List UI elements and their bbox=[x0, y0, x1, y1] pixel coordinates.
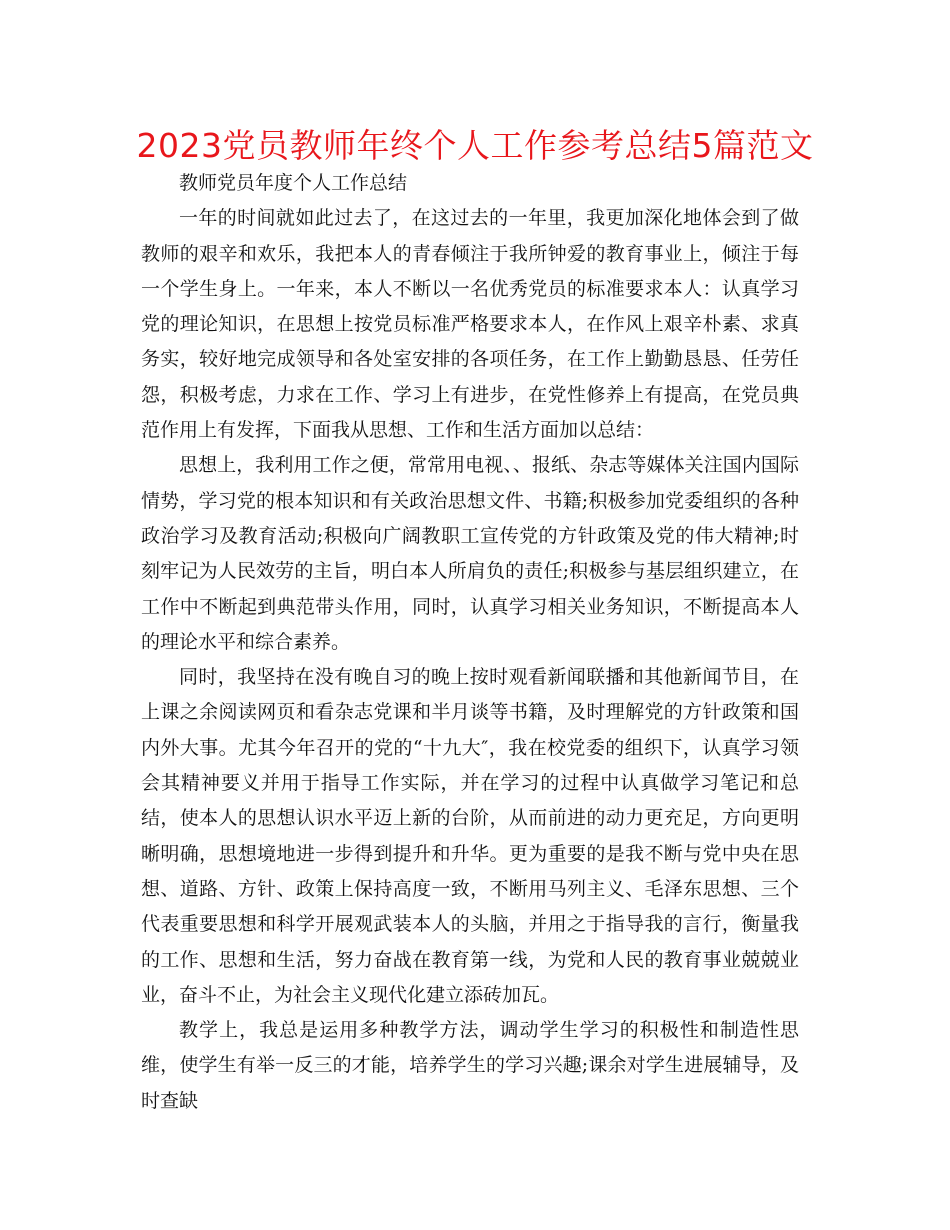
paragraph-teaching: 教学上，我总是运用多种教学方法，调动学生学习的积极性和制造性思维，使学生有举一反三的才能，培养学生的学习兴趣;课余对学生进展辅导，及时查缺 bbox=[141, 1019, 799, 1112]
document-title: 2023党员教师年终个人工作参考总结5篇范文 bbox=[136, 126, 814, 165]
paragraph-ideology: 思想上，我利用工作之便，常常用电视、、报纸、杂志等媒体关注国内国际情势，学习党的根本知识和有关政治思想文件、书籍;积极参加党委组织的各种政治学习及教育活动;积极向广阔教职工宣传党的方针政策及党的伟大精神;时刻牢记为人民效劳的主旨，明白本人所肩负的责任;积极参与基层组织建立，在工作中不断起到典范带头作用，同时，认真学习相关业务知识，不断提高本人的理论水平和综合素养。 bbox=[141, 454, 799, 653]
paragraph-intro: 一年的时间就如此过去了，在这过去的一年里，我更加深化地体会到了做教师的艰辛和欢乐，我把本人的青春倾注于我所钟爱的教育事业上，倾注于每一个学生身上。一年来，本人不断以一名优秀党员的标准要求本人：认真学习党的理论知识，在思想上按党员标准严格要求本人，在作风上艰辛朴素、求真务实，较好地完成领导和各处室安排的各项任务，在工作上勤勤恳恳、任劳任怨，积极考虑，力求在工作、学习上有进步，在党性修养上有提高，在党员典范作用上有发挥，下面我从思想、工作和生活方面加以总结： bbox=[141, 207, 799, 442]
document-body bbox=[141, 166, 799, 1119]
document-subtitle: 教师党员年度个人工作总结 bbox=[179, 172, 408, 194]
paragraph-study: 同时，我坚持在没有晚自习的晚上按时观看新闻联播和其他新闻节目，在上课之余阅读网页和看杂志党课和半月谈等书籍，及时理解党的方针政策和国内外大事。尤其今年召开的党的“十九大″，我在校党委的组织下，认真学习领会其精神要义并用于指导工作实际，并在学习的过程中认真做学习笔记和总结，使本人的思想认识水平迈上新的台阶，从而前进的动力更充足，方向更明晰明确，思想境地进一步得到提升和升华。更为重要的是我不断与党中央在思想、道路、方针、政策上保持高度一致，不断用马列主义、毛泽东思想、三个代表重要思想和科学开展观武装本人的头脑，并用之于指导我的言行，衡量我的工作、思想和生活，努力奋战在教育第一线，为党和人民的教育事业兢兢业业，奋斗不止，为社会主义现代化建立添砖加瓦。 bbox=[141, 666, 799, 1006]
